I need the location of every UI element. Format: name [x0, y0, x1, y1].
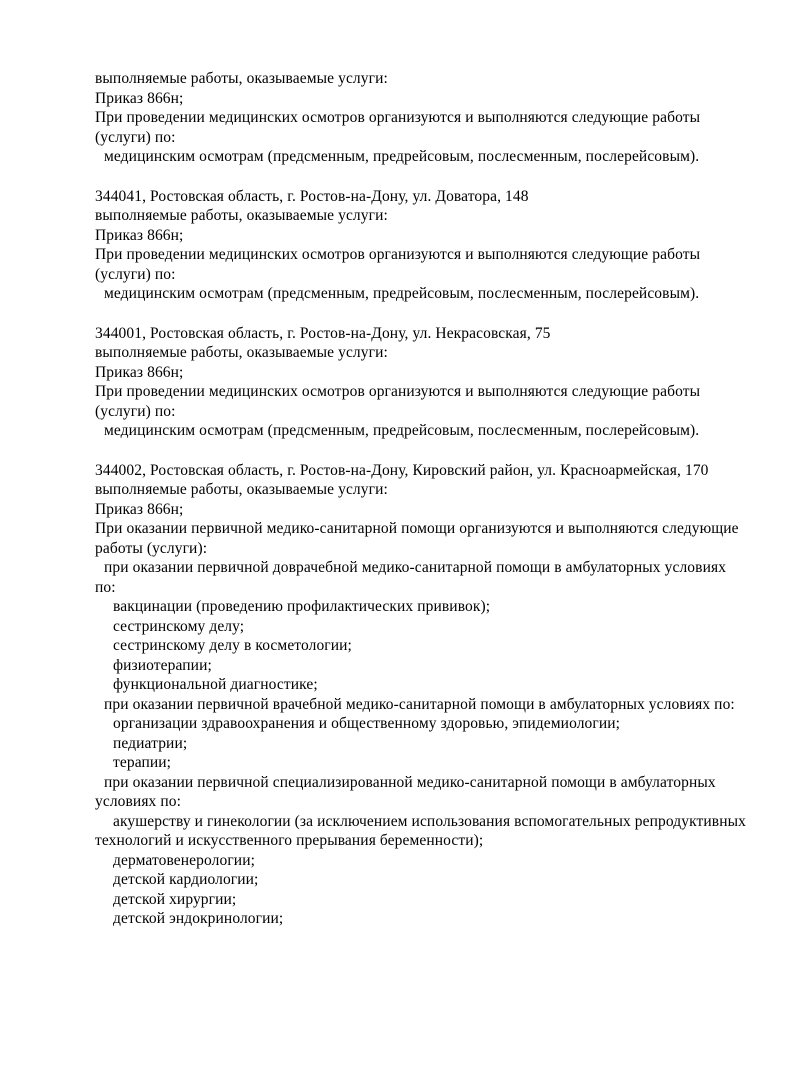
text-line: Приказ 866н;	[95, 500, 184, 518]
text-line: при оказании первичной специализированной медико-санитарной помощи в амбулаторных	[104, 773, 716, 791]
license-address-section	[95, 324, 762, 441]
text-line: выполняемые работы, оказываемые услуги:	[95, 344, 388, 361]
text-line: терапии;	[113, 754, 172, 771]
text-line: дерматовенерологии;	[113, 851, 255, 869]
address-line: 344002, Ростовская область, г. Ростов-на-Дону, Кировский район, ул. Красноармейская, 170	[95, 461, 709, 479]
text-line: работы (услуги):	[95, 539, 208, 557]
text-line: Приказ 866н;	[95, 89, 184, 107]
text-line: выполняемые работы, оказываемые услуги:	[95, 70, 388, 87]
address-line: 344001, Ростовская область, г. Ростов-на-Дону, ул. Некрасовская, 75	[95, 324, 551, 342]
text-line: сестринскому делу;	[113, 617, 245, 635]
address-line: 344041, Ростовская область, г. Ростов-на-Дону, ул. Доватора, 148	[95, 187, 529, 205]
text-line: детской эндокринологии;	[113, 910, 284, 927]
text-line: выполняемые работы, оказываемые услуги:	[95, 207, 388, 224]
text-line: Приказ 866н;	[95, 226, 184, 244]
text-line: При проведении медицинских осмотров организуются и выполняются следующие работы	[95, 109, 701, 126]
text-line: по:	[95, 578, 116, 596]
license-address-section	[95, 461, 762, 929]
text-line: (услуги) по:	[95, 265, 176, 283]
text-line: (услуги) по:	[95, 128, 176, 146]
text-line: при оказании первичной доврачебной медико-санитарной помощи в амбулаторных условиях	[104, 559, 727, 576]
text-line: медицинским осмотрам (предсменным, предрейсовым, послесменным, послерейсовым).	[104, 148, 700, 165]
text-line: детской хирургии;	[113, 890, 237, 908]
text-line: При оказании первичной медико-санитарной помощи организуются и выполняются следующие	[95, 520, 739, 537]
text-line: сестринскому делу в косметологии;	[113, 637, 352, 654]
text-line: медицинским осмотрам (предсменным, предрейсовым, послесменным, послерейсовым).	[104, 422, 700, 439]
text-line: акушерству и гинекологии (за исключением использования вспомогательных репродуктивных	[113, 812, 746, 830]
text-line: При проведении медицинских осмотров организуются и выполняются следующие работы	[95, 246, 701, 263]
text-line: Приказ 866н;	[95, 363, 184, 381]
text-line: (услуги) по:	[95, 402, 176, 420]
text-line: При проведении медицинских осмотров организуются и выполняются следующие работы	[95, 383, 701, 400]
text-line: выполняемые работы, оказываемые услуги:	[95, 481, 388, 498]
license-address-section	[95, 187, 762, 304]
text-line: детской кардиологии;	[113, 871, 259, 888]
text-line: условиях по:	[95, 793, 182, 810]
text-line: организации здравоохранения и общественному здоровью, эпидемиологии;	[113, 715, 621, 732]
text-line: педиатрии;	[113, 734, 188, 752]
text-line: при оказании первичной врачебной медико-санитарной помощи в амбулаторных условиях по:	[104, 695, 735, 713]
license-address-section	[95, 69, 762, 167]
text-line: медицинским осмотрам (предсменным, предрейсовым, послесменным, послерейсовым).	[104, 285, 700, 302]
text-line: физиотерапии;	[113, 656, 212, 674]
text-line: вакцинации (проведению профилактических прививок);	[113, 598, 491, 615]
text-line: функциональной диагностике;	[113, 676, 318, 693]
text-line: технологий и искусственного прерывания беременности);	[95, 832, 484, 849]
